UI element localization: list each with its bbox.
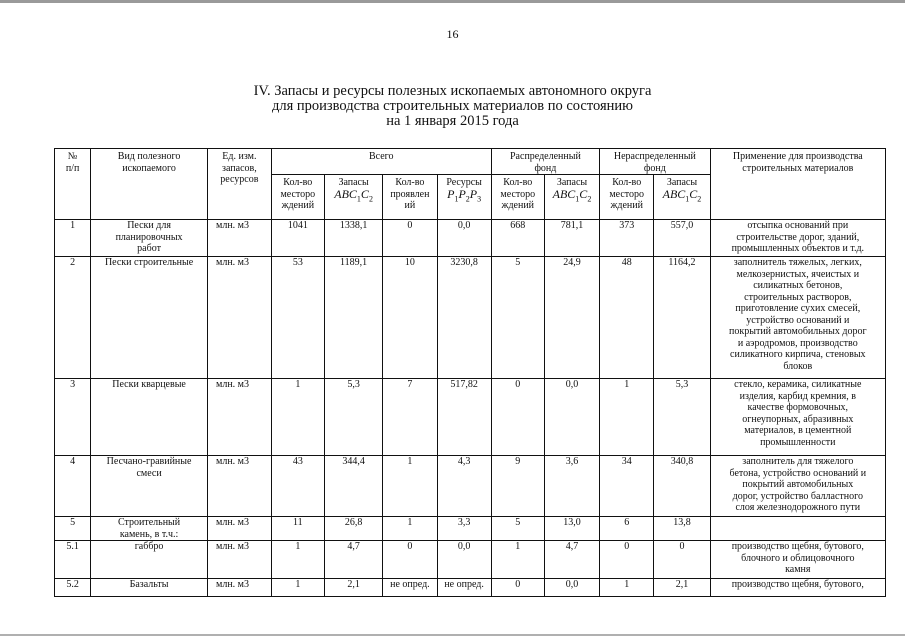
cell-application: заполнитель тяжелых, легких, мелкозернистых, ячеистых и силикатных бетонов, строительных растворов, приготовление сухих смесей, устройство оснований и покрытий автомобильных дорог и аэродромов, производство силикатного кирпича, стеновых блоков (710, 257, 885, 379)
header-dist-count: Кол-во месторо ждений (491, 175, 544, 220)
document-title (0, 84, 905, 129)
cell-unit: млн. м3 (208, 220, 272, 257)
cell-total-resources: 0,0 (437, 220, 491, 257)
cell-undist-reserves: 0 (654, 541, 710, 579)
cell-dist-count: 5 (491, 517, 544, 541)
cell-dist-count: 0 (491, 579, 544, 597)
cell-total-resources: 517,82 (437, 379, 491, 456)
cell-total-resources: 4,3 (437, 456, 491, 517)
header-total-count: Кол-во месторо ждений (271, 175, 324, 220)
cell-mineral: Базальты (91, 579, 208, 597)
cell-unit: млн. м3 (208, 456, 272, 517)
cell-dist-count: 668 (491, 220, 544, 257)
formula-p1p2p3: $P_1P_2P_3$ (447, 186, 482, 203)
cell-application: производство щебня, бутового, (710, 579, 885, 597)
cell-undist-count: 0 (600, 541, 654, 579)
cell-dist-count: 5 (491, 257, 544, 379)
cell-total-resources: 0,0 (437, 541, 491, 579)
cell-dist-reserves: 0,0 (544, 379, 599, 456)
cell-total-count: 43 (271, 456, 324, 517)
header-total-resources: Ресурсы $P_1P_2P_3$ (437, 175, 491, 220)
header-num: № п/п (55, 149, 91, 220)
cell-num: 1 (55, 220, 91, 257)
cell-num: 4 (55, 456, 91, 517)
header-distributed: Распределенный фонд (491, 149, 599, 175)
cell-undist-count: 1 (600, 379, 654, 456)
cell-total-count: 53 (271, 257, 324, 379)
cell-mineral: Пески строительные (91, 257, 208, 379)
header-mineral: Вид полезного ископаемого (91, 149, 208, 220)
header-total-manifestations: Кол-во проявлен ий (383, 175, 437, 220)
cell-num: 5 (55, 517, 91, 541)
cell-num: 5.2 (55, 579, 91, 597)
formula-abc1c2: $ABC_1C_2$ (552, 186, 592, 203)
scan-top-edge (0, 0, 905, 3)
cell-num: 2 (55, 257, 91, 379)
cell-unit: млн. м3 (208, 257, 272, 379)
header-undist-reserves: Запасы $ABC_1C_2$ (654, 175, 710, 220)
cell-total-manifestations: не опред. (383, 579, 437, 597)
minerals-table (54, 148, 886, 597)
cell-undist-count: 34 (600, 456, 654, 517)
cell-unit: млн. м3 (208, 541, 272, 579)
cell-application (710, 517, 885, 541)
page-number: 16 (446, 27, 459, 41)
cell-application: производство щебня, бутового, блочного и облицовочного камня (710, 541, 885, 579)
table-row (55, 579, 886, 597)
cell-mineral: Строительный камень, в т.ч.: (91, 517, 208, 541)
scan-bottom-edge (0, 634, 905, 636)
header-undist-count: Кол-во месторо ждений (600, 175, 654, 220)
cell-undist-count: 373 (600, 220, 654, 257)
cell-mineral: Пески кварцевые (91, 379, 208, 456)
cell-dist-reserves: 0,0 (544, 579, 599, 597)
cell-dist-reserves: 4,7 (544, 541, 599, 579)
cell-unit: млн. м3 (208, 517, 272, 541)
cell-dist-reserves: 24,9 (544, 257, 599, 379)
cell-dist-count: 0 (491, 379, 544, 456)
cell-dist-reserves: 3,6 (544, 456, 599, 517)
table-row (55, 517, 886, 541)
cell-undist-count: 48 (600, 257, 654, 379)
cell-application: отсыпка оснований при строительстве дорог, зданий, промышленных объектов и т.д. (710, 220, 885, 257)
table-row (55, 541, 886, 579)
cell-total-resources: 3230,8 (437, 257, 491, 379)
cell-application: стекло, керамика, силикатные изделия, карбид кремния, в качестве формовочных, огнеупорных, абразивных материалов, в цементной промышленности (710, 379, 885, 456)
cell-dist-reserves: 13,0 (544, 517, 599, 541)
header-application: Применение для производства строительных материалов (710, 149, 885, 220)
cell-mineral: Песчано-гравийные смеси (91, 456, 208, 517)
header-undistributed: Нераспределенный фонд (600, 149, 711, 175)
table-row (55, 220, 886, 257)
cell-total-reserves: 344,4 (324, 456, 382, 517)
cell-undist-reserves: 13,8 (654, 517, 710, 541)
formula-abc1c2: $ABC_1C_2$ (662, 186, 702, 203)
cell-total-manifestations: 1 (383, 517, 437, 541)
cell-total-reserves: 1189,1 (324, 257, 382, 379)
cell-dist-reserves: 781,1 (544, 220, 599, 257)
cell-unit: млн. м3 (208, 579, 272, 597)
cell-total-count: 1041 (271, 220, 324, 257)
table-row (55, 379, 886, 456)
cell-num: 5.1 (55, 541, 91, 579)
cell-total-reserves: 1338,1 (324, 220, 382, 257)
title-line-3: на 1 января 2015 года (386, 113, 519, 129)
cell-dist-count: 1 (491, 541, 544, 579)
header-dist-reserves: Запасы $ABC_1C_2$ (544, 175, 599, 220)
cell-total-resources: 3,3 (437, 517, 491, 541)
cell-total-reserves: 26,8 (324, 517, 382, 541)
table-body (55, 220, 886, 597)
title-line-1: IV. Запасы и ресурсы полезных ископаемых автономного округа (253, 83, 652, 99)
formula-abc1c2: $ABC_1C_2$ (334, 186, 373, 203)
cell-undist-reserves: 5,3 (654, 379, 710, 456)
cell-undist-reserves: 1164,2 (654, 257, 710, 379)
header-unit: Ед. изм. запасов, ресурсов (208, 149, 272, 220)
cell-total-count: 1 (271, 379, 324, 456)
cell-undist-reserves: 340,8 (654, 456, 710, 517)
cell-total-count: 1 (271, 541, 324, 579)
cell-total-reserves: 2,1 (324, 579, 382, 597)
cell-application: заполнитель для тяжелого бетона, устройство оснований и покрытий автомобильных дорог, устройство балластного слоя железнодорожного пути (710, 456, 885, 517)
cell-undist-count: 6 (600, 517, 654, 541)
cell-total-reserves: 4,7 (324, 541, 382, 579)
cell-total-manifestations: 10 (383, 257, 437, 379)
cell-total-manifestations: 0 (383, 220, 437, 257)
cell-dist-count: 9 (491, 456, 544, 517)
cell-total-resources: не опред. (437, 579, 491, 597)
cell-undist-count: 1 (600, 579, 654, 597)
cell-undist-reserves: 2,1 (654, 579, 710, 597)
cell-mineral: Пески для планировочных работ (91, 220, 208, 257)
title-line-2: для производства строительных материалов по состоянию (271, 98, 633, 114)
cell-total-reserves: 5,3 (324, 379, 382, 456)
cell-num: 3 (55, 379, 91, 456)
cell-total-manifestations: 1 (383, 456, 437, 517)
cell-mineral: габбро (91, 541, 208, 579)
header-total: Всего (271, 149, 491, 175)
cell-total-manifestations: 7 (383, 379, 437, 456)
cell-undist-reserves: 557,0 (654, 220, 710, 257)
cell-total-count: 11 (271, 517, 324, 541)
cell-total-manifestations: 0 (383, 541, 437, 579)
table-row (55, 257, 886, 379)
cell-total-count: 1 (271, 579, 324, 597)
table-row (55, 456, 886, 517)
header-total-reserves: Запасы $ABC_1C_2$ (324, 175, 382, 220)
cell-unit: млн. м3 (208, 379, 272, 456)
